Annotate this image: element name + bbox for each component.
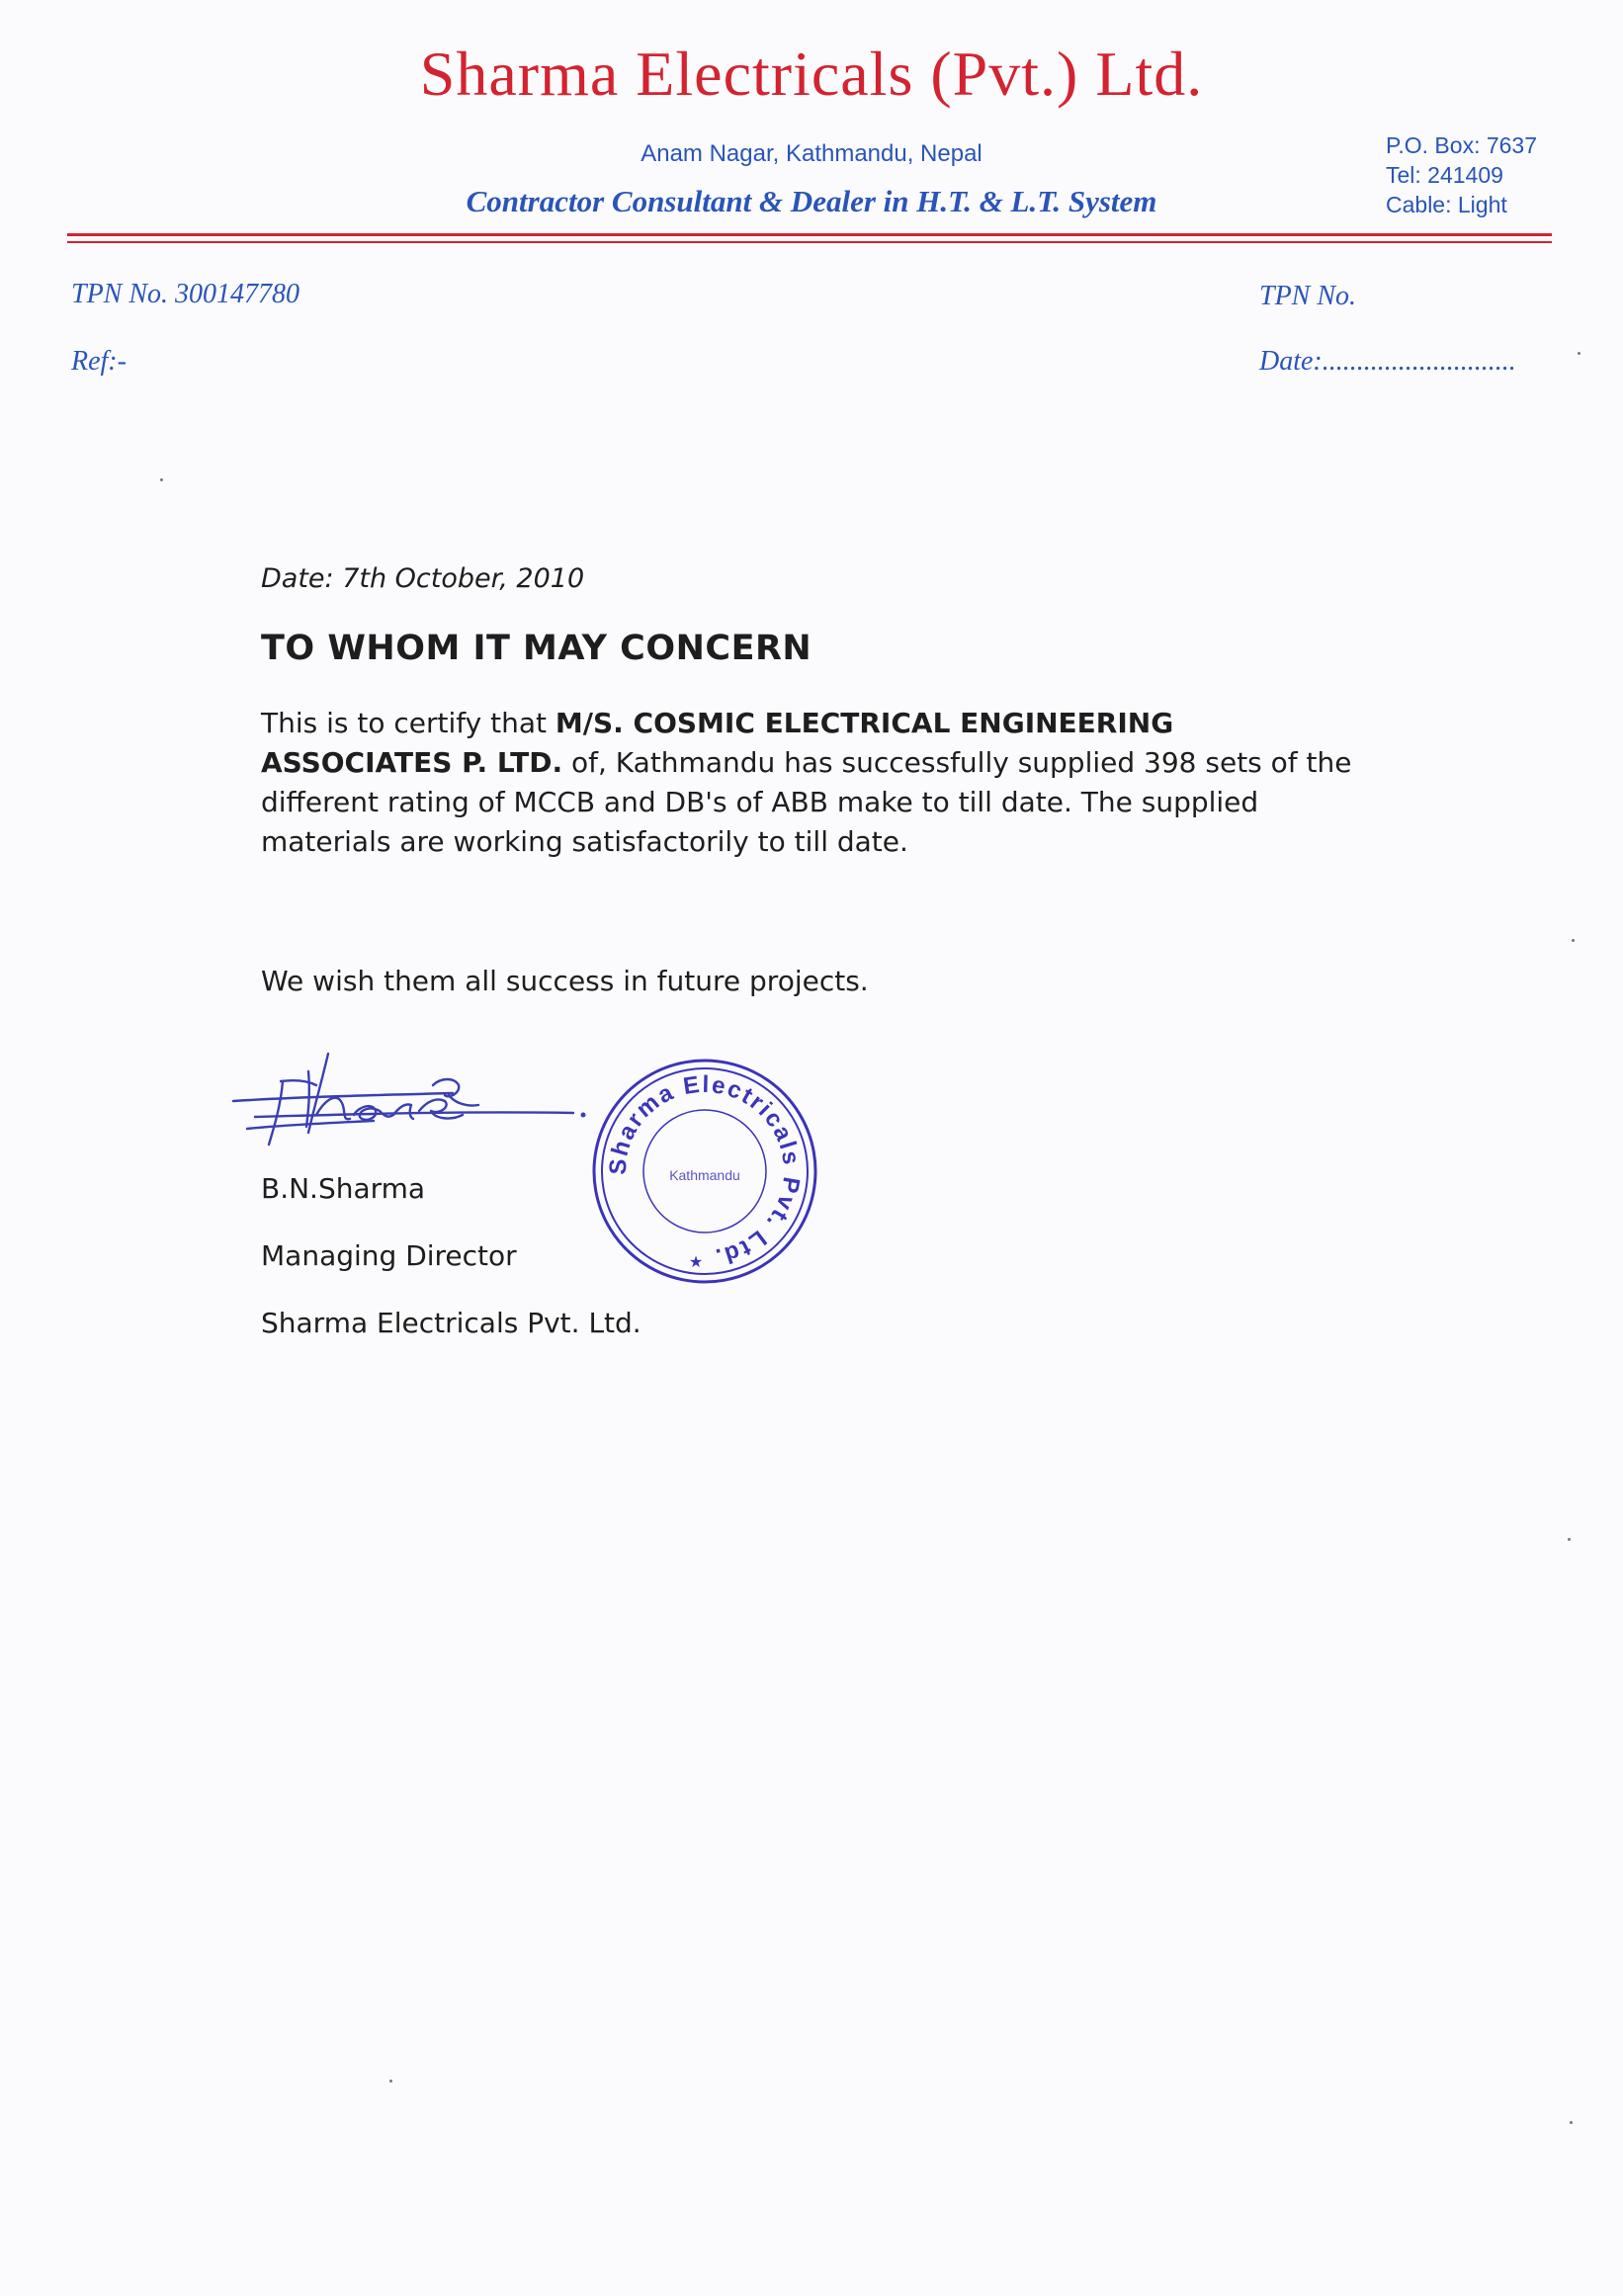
certified-company: M/S. COSMIC ELECTRICAL ENGINEERING ASSOCIATES P. LTD. [261, 707, 1174, 779]
scan-speck [389, 2080, 392, 2083]
header-rule-bottom [67, 241, 1552, 243]
signatory-name: B.N.Sharma [261, 1172, 426, 1205]
scan-speck [1572, 939, 1575, 942]
closing-wish: We wish them all success in future projects. [261, 965, 869, 997]
scan-speck [160, 478, 163, 481]
po-box: P.O. Box: 7637 [1386, 132, 1538, 158]
header-rule-top [67, 233, 1552, 236]
letter-subject: TO WHOM IT MAY CONCERN [261, 629, 812, 668]
company-address: Anam Nagar, Kathmandu, Nepal [641, 140, 982, 167]
scan-speck [1568, 1538, 1571, 1541]
scan-speck [1578, 352, 1580, 355]
reference-field: Ref:- [71, 346, 127, 377]
cable: Cable: Light [1386, 192, 1507, 217]
tpn-number-right: TPN No. [1259, 281, 1357, 311]
date-field: Date:............................ [1259, 346, 1516, 377]
seal-star-icon: ★ [688, 1252, 704, 1271]
company-tagline: Contractor Consultant & Dealer in H.T. & L.T. System [466, 184, 1157, 218]
seal-center-text: Kathmandu [669, 1167, 740, 1183]
signatory-company: Sharma Electricals Pvt. Ltd. [261, 1307, 641, 1339]
company-name: Sharma Electricals (Pvt.) Ltd. [419, 39, 1204, 109]
contact-block [1386, 130, 1583, 219]
tpn-number-left: TPN No. 300147780 [71, 279, 300, 309]
signature-image [225, 1046, 601, 1154]
paragraph-rest: of, Kathmandu has successfully supplied 398 sets of the different rating of MCCB and DB's of ABB make to till date. The supplied materials are working satisfactorily to till date. [261, 746, 1352, 858]
certification-paragraph [261, 704, 1368, 862]
company-seal [585, 1052, 824, 1291]
letter-date: Date: 7th October, 2010 [261, 563, 585, 594]
telephone: Tel: 241409 [1386, 162, 1503, 188]
scan-speck [1570, 2121, 1573, 2124]
seal-ring-text: Sharma Electricals Pvt. Ltd. [604, 1070, 806, 1271]
paragraph-intro: This is to certify that [261, 707, 555, 739]
signatory-title: Managing Director [261, 1239, 517, 1272]
